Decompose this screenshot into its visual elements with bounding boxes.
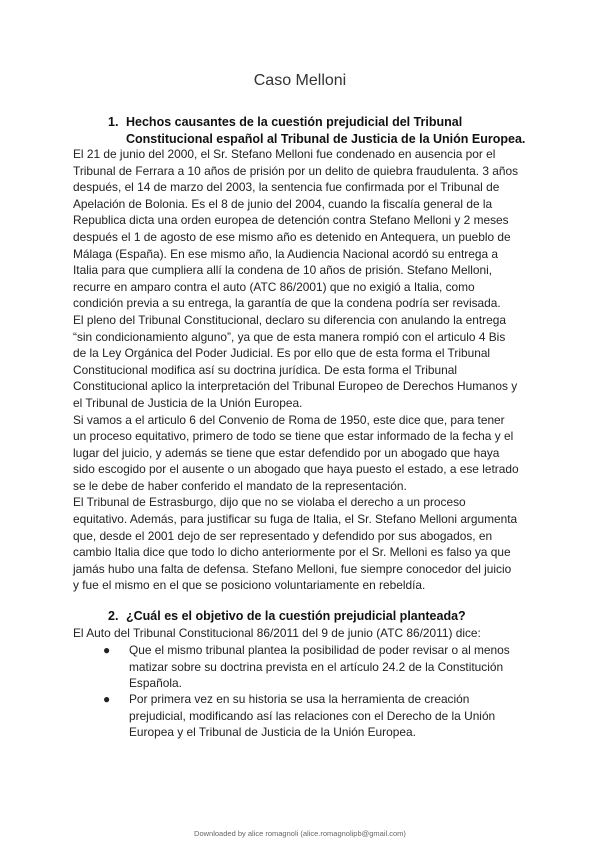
body-line: el Tribunal de Justicia de la Unión Europea. xyxy=(73,395,303,410)
heading-line: Constitucional español al Tribunal de Justicia de la Unión Europea. xyxy=(126,131,526,146)
body-line: de la Ley Orgánica del Poder Judicial. Es por ello que de esta forma el Tribunal xyxy=(73,346,491,361)
section-2-number: 2. xyxy=(108,609,119,623)
heading-line: Hechos causantes de la cuestión prejudicial del Tribunal xyxy=(126,115,463,129)
bullet-dot-icon: ● xyxy=(103,643,111,657)
bullet-line: Por primera vez en su historia se usa la herramienta de creación xyxy=(129,692,470,706)
bullet-line: Europea y el Tribunal de Justicia de la Unión Europea. xyxy=(129,725,416,740)
body-line: El Auto del Tribunal Constitucional 86/2011 del 9 de junio (ATC 86/2011) dice: xyxy=(73,626,481,640)
body-line: condición previa a su entrega, la garantía de que la condena podría ser revisada. xyxy=(73,296,501,311)
bullet-text xyxy=(129,691,549,741)
document-title: Caso Melloni xyxy=(253,72,347,89)
body-line: que, desde el 2001 dejo de ser representado y defendido por sus abogados, en xyxy=(73,528,493,543)
body-line: se le debe de haber conferido el mandato de la representación. xyxy=(73,478,407,493)
bullet-line: prejudicial, modificando así las relaciones con el Derecho de la Unión xyxy=(129,708,496,723)
body-line: Constitucional aplico la interpretación del Tribunal Europeo de Derechos Humanos y xyxy=(73,379,518,394)
body-line: después el 1 de agosto de ese mismo año es detenido en Antequera, un pueblo de xyxy=(73,229,511,244)
body-line: jamás hubo una falta de defensa. Stefano Melloni, fue siempre conocedor del juicio xyxy=(73,561,512,576)
section-1-heading xyxy=(108,114,548,148)
bullet-text xyxy=(129,642,549,692)
bullet-line: Que el mismo tribunal plantea la posibilidad de poder revisar o al menos xyxy=(129,643,510,657)
body-line: “sin condicionamiento alguno”, ya que de esta manera rompió con el articulo 4 Bis xyxy=(73,329,506,344)
body-line: Tribunal de Ferrara a 10 años de prisión por un delito de quiebra fraudulenta. 3 años xyxy=(73,163,519,178)
body-line: Si vamos a el articulo 6 del Convenio de Roma de 1950, este dice que, para tener xyxy=(73,412,505,427)
body-line: Apelación de Bolonia. Es el 8 de junio del 2004, cuando la fiscalía general de la xyxy=(73,196,493,211)
body-line: cambio Italia dice que todo lo dicho anteriormente por el Sr. Melloni es falso ya que xyxy=(73,545,511,560)
body-line: Málaga (España). En ese mismo año, la Audiencia Nacional acordó su entrega a xyxy=(73,246,499,261)
body-line: sido escogido por el ausente o un abogado que haya puesto el estado, a ese letrado xyxy=(73,462,519,477)
body-line: lugar del juicio, y además se tiene que estar defendido por un abogado que haya xyxy=(73,445,500,460)
body-line: equitativo. Además, para justificar su fuga de Italia, el Sr. Stefano Melloni argumenta xyxy=(73,512,518,527)
body-line: Italia para que cumpliera allí la condena de 10 años de prisión. Stefano Melloni, xyxy=(73,263,493,278)
body-line: Constitucional modifica así su doctrina jurídica. De esta forma el Tribunal xyxy=(73,362,457,377)
body-line: Republica dicta una orden europea de detención contra Stefano Melloni y 2 meses xyxy=(73,213,509,228)
body-line: después, el 14 de marzo del 2003, la sentencia fue confirmada por el Tribunal de xyxy=(73,180,500,195)
body-line: recurre en amparo contra el auto (ATC 86/2001) que no exigió a Italia, como xyxy=(73,279,475,294)
section-2-heading xyxy=(108,608,548,626)
body-line: y fue el mismo en el que se posiciono voluntariamente en rebeldía. xyxy=(73,578,426,593)
section-2-intro xyxy=(73,625,543,642)
bullet-line: Española. xyxy=(129,676,182,691)
download-footer: Downloaded by alice romagnoli (alice.romagnolipb@gmail.com) xyxy=(194,829,406,838)
body-line: El 21 de junio del 2000, el Sr. Stefano Melloni fue condenado en ausencia por el xyxy=(73,147,496,161)
section-1-number: 1. xyxy=(108,115,119,129)
section-1-body xyxy=(73,146,543,594)
bullet-line: matizar sobre su doctrina prevista en el artículo 24.2 de la Constitución xyxy=(129,659,504,674)
body-line: un proceso equitativo, primero de todo se tiene que estar informado de la fecha y el xyxy=(73,429,514,444)
body-line: El Tribunal de Estrasburgo, dijo que no se violaba el derecho a un proceso xyxy=(73,495,466,510)
section-2-heading-text: ¿Cuál es el objetivo de la cuestión prejudicial planteada? xyxy=(126,609,466,623)
body-line: El pleno del Tribunal Constitucional, declaro su diferencia con anulando la entrega xyxy=(73,312,506,327)
bullet-dot-icon: ● xyxy=(103,692,111,706)
section-1-heading-text xyxy=(126,114,525,147)
